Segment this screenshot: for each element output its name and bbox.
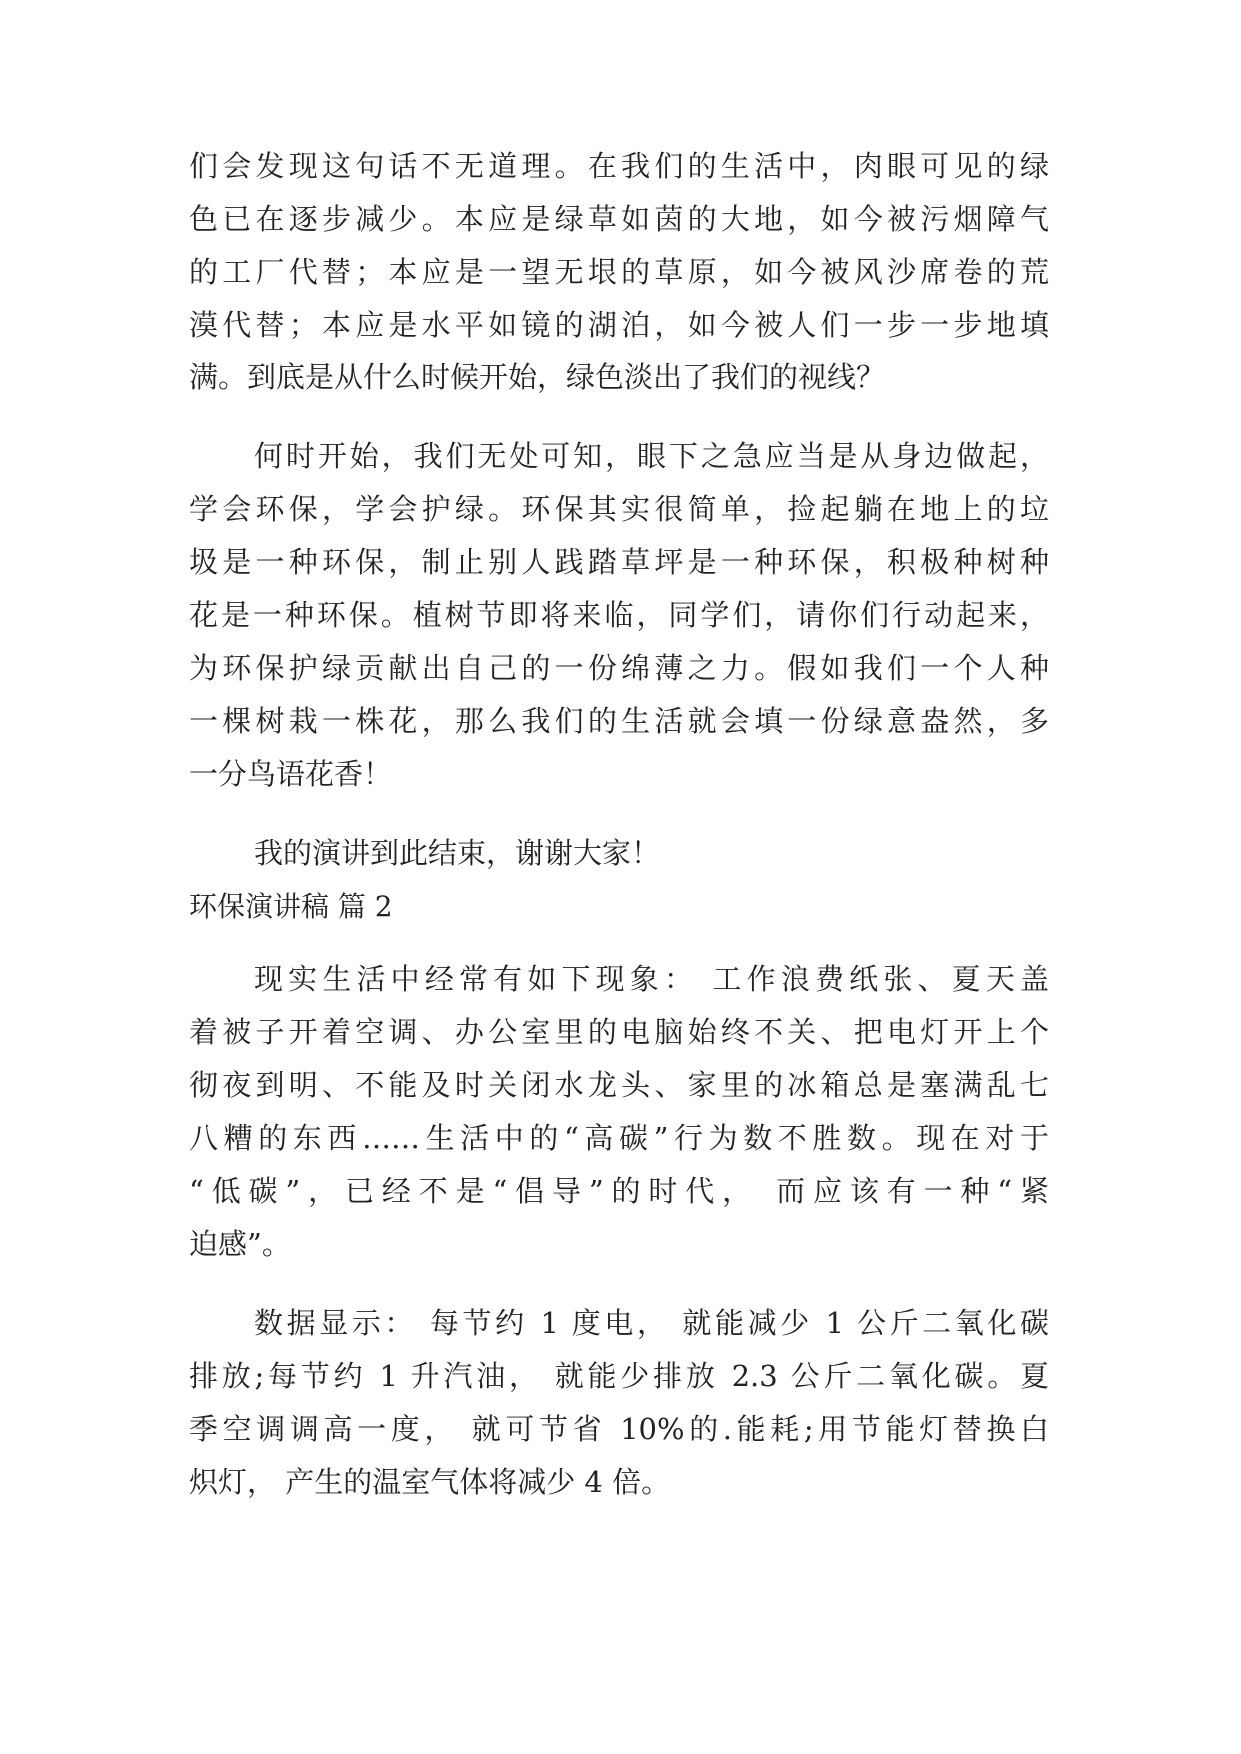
paragraph-line: “低碳”，已经不是“倡导”的时代， 而应该有一种“紧	[189, 1174, 1049, 1208]
section-heading: 环保演讲稿 篇 2	[189, 890, 393, 923]
paragraph-line: 们会发现这句话不无道理。在我们的生活中，肉眼可见的绿	[189, 149, 1049, 183]
paragraph-line: 的工厂代替；本应是一望无垠的草原，如今被风沙席卷的荒	[189, 255, 1049, 289]
paragraph-line: 排放;每节约 1 升汽油， 就能少排放 2.3 公斤二氧化碳。夏	[189, 1359, 1049, 1393]
paragraph-line: 炽灯， 产生的温室气体将减少 4 倍。	[189, 1465, 671, 1499]
paragraph-line: 迫感”。	[189, 1227, 291, 1261]
paragraph-line: 季空调调高一度， 就可节省 10%的.能耗;用节能灯替换白	[189, 1412, 1049, 1446]
paragraph-line: 着被子开着空调、办公室里的电脑始终不关、把电灯开上个	[189, 1015, 1049, 1049]
paragraph-line: 一棵树栽一株花，那么我们的生活就会填一份绿意盎然，多	[189, 704, 1049, 738]
paragraph-line: 彻夜到明、不能及时关闭水龙头、家里的冰箱总是塞满乱七	[189, 1068, 1049, 1102]
paragraph-line: 一分鸟语花香！	[189, 757, 393, 791]
paragraph-line: 为环保护绿贡献出自己的一份绵薄之力。假如我们一个人种	[189, 651, 1049, 685]
paragraph-line: 花是一种环保。植树节即将来临，同学们，请你们行动起来，	[189, 598, 1049, 632]
paragraph-line: 满。到底是从什么时候开始，绿色淡出了我们的视线？	[189, 360, 886, 394]
paragraph-line: 漠代替；本应是水平如镜的湖泊，如今被人们一步一步地填	[189, 308, 1049, 342]
paragraph-line: 现实生活中经常有如下现象： 工作浪费纸张、夏天盖	[254, 962, 1049, 996]
paragraph-line: 圾是一种环保，制止别人践踏草坪是一种环保，积极种树种	[189, 545, 1049, 579]
paragraph-line: 我的演讲到此结束，谢谢大家！	[254, 836, 661, 870]
paragraph-line: 何时开始，我们无处可知，眼下之急应当是从身边做起，	[254, 439, 1049, 473]
paragraph-line: 学会环保，学会护绿。环保其实很简单，捡起躺在地上的垃	[189, 492, 1049, 526]
paragraph-line: 八糟的东西……生活中的“高碳”行为数不胜数。现在对于	[189, 1121, 1049, 1155]
paragraph-line: 数据显示： 每节约 1 度电， 就能减少 1 公斤二氧化碳	[254, 1306, 1049, 1340]
paragraph-line: 色已在逐步减少。本应是绿草如茵的大地，如今被污烟障气	[189, 202, 1049, 236]
